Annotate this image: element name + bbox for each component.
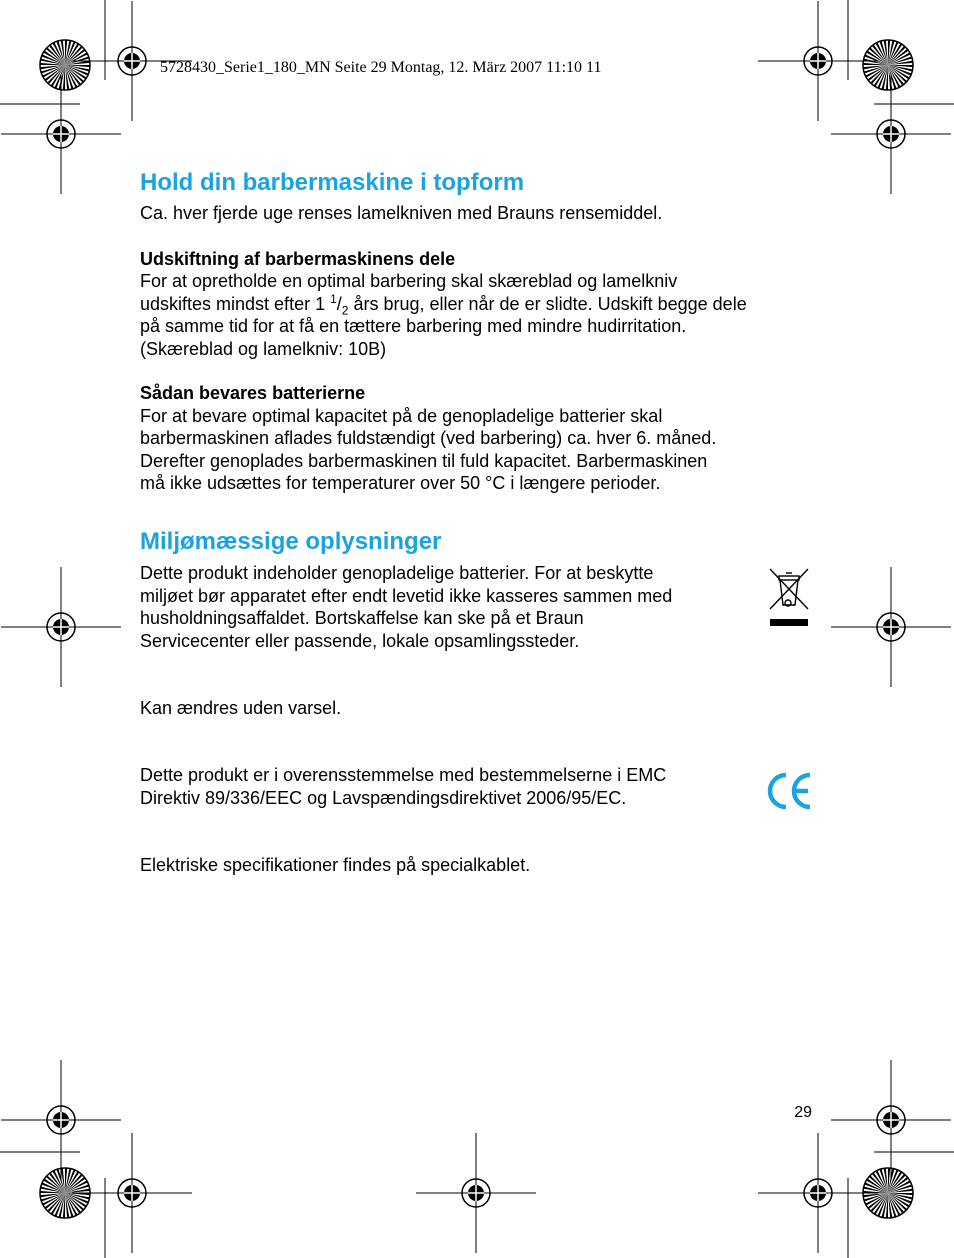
notice-block [140, 697, 820, 720]
registration-mark-icon [1, 74, 121, 194]
section-environment [140, 528, 820, 652]
batteries-paragraph: For at bevare optimal kapacitet på de genopladelige batterier skal barbermaskinen aflades fuldstændigt (ved barbering) ca. hver 6. måned. Derefter genoplades barbermaskinen til fuld kapacitet. Barbermaskinen må ikke udsættes for temperaturer over 50 °C i længere perioder. [140, 405, 717, 493]
page-number: 29 [794, 1104, 812, 1121]
registration-mark-icon [1, 567, 121, 687]
subheading-parts: Udskiftning af barbermaskinens dele [140, 248, 456, 269]
registration-mark-icon [831, 567, 951, 687]
notice-text: Kan ændres uden varsel. [140, 698, 342, 718]
environment-paragraph: Dette produkt indeholder genopladelige batterier. For at beskytte miljøet bør apparatet efter endt levetid ikke kasseres sammen med husholdningsaffaldet. Bortskaffelse kan ske på et Braun Servicecenter eller passende, lokale opsamlingssteder. [140, 563, 673, 651]
emc-paragraph: Dette produkt er i overensstemmelse med bestemmelserne i EMC Direktiv 89/336/EEC og Lavspændingsdirektivet 2006/95/EC. [140, 765, 667, 808]
star-target-icon [40, 40, 90, 90]
star-target-icon [863, 40, 913, 90]
section-heading: Hold din barbermaskine i topform [140, 169, 525, 196]
star-target-icon [863, 1168, 913, 1218]
section-maintenance [140, 169, 820, 495]
registration-mark-icon [1, 1060, 121, 1180]
registration-mark-icon [831, 1060, 951, 1180]
subheading-batteries: Sådan bevares batterierne [140, 383, 366, 403]
registration-mark-icon [416, 1133, 536, 1253]
emc-block [140, 764, 820, 809]
registration-mark-icon [831, 74, 951, 194]
print-slug: 5728430_Serie1_180_MN Seite 29 Montag, 12. März 2007 11:10 11 [160, 59, 602, 76]
ce-mark-icon [766, 770, 812, 812]
registration-mark-icon [758, 1, 878, 121]
section-heading: Miljømæssige oplysninger [140, 528, 442, 555]
crossed-bin-icon [766, 567, 812, 629]
star-target-icon [40, 1168, 90, 1218]
intro-text: Ca. hver fjerde uge renses lamelkniven med Brauns rensemiddel. [140, 203, 663, 223]
electrical-block [140, 854, 820, 877]
parts-paragraph: For at opretholde en optimal barbering skal skæreblad og lamelkniv udskiftes mindst efter 1 $^1/_2$ års brug, eller når de er slidte. Udskift begge dele på samme tid for at få en tættere barbering med mindre hudirritation. (Skæreblad og lamelkniv: 10B) [140, 271, 747, 359]
registration-mark-icon [758, 1133, 878, 1253]
electrical-text: Elektriske specifikationer findes på specialkablet. [140, 855, 531, 875]
